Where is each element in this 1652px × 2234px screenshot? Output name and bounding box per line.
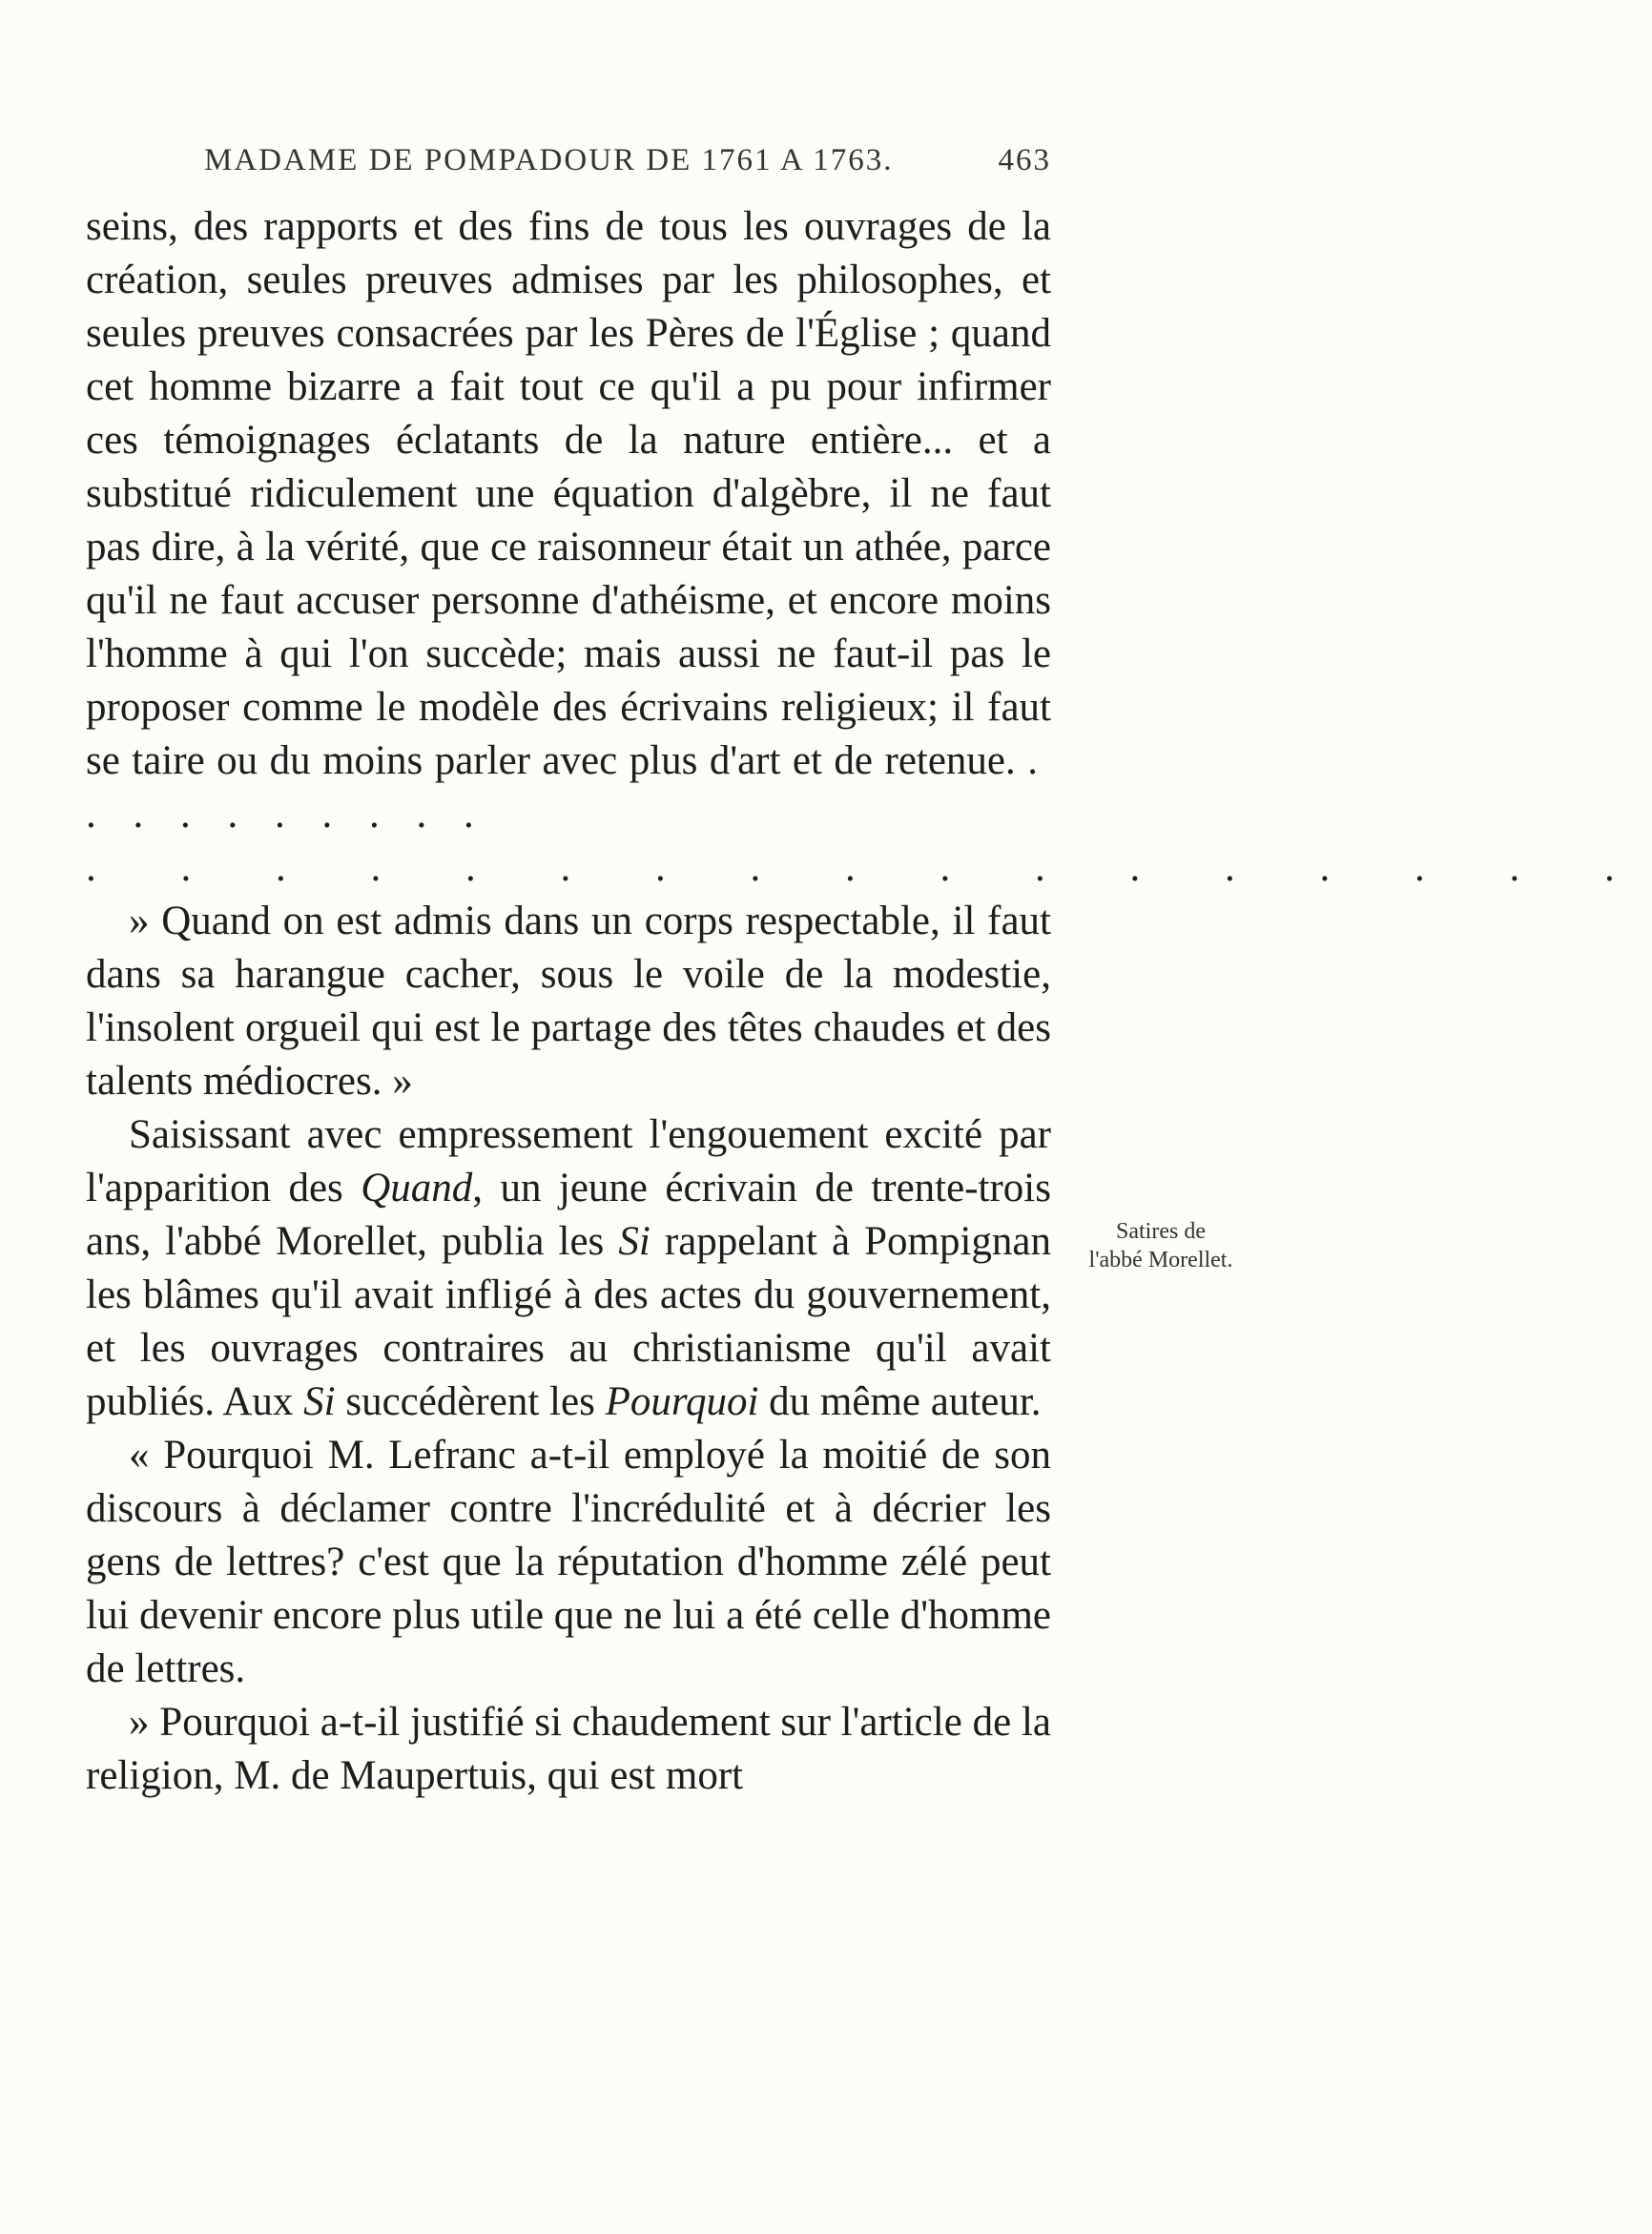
title-si: Si bbox=[618, 1219, 650, 1264]
paragraph-1 bbox=[86, 200, 1051, 841]
paragraph-5-text: » Pourquoi a-t-il justifié si chaudement sur l'article de la religion, M. de Maupertuis, qui est mort bbox=[86, 1700, 1051, 1798]
paragraph-3-text-e: du même auteur. bbox=[758, 1379, 1042, 1424]
running-title: MADAME DE POMPADOUR DE 1761 A 1763. bbox=[204, 143, 894, 177]
dotted-line bbox=[86, 841, 1652, 895]
paragraph-2 bbox=[86, 895, 1051, 1108]
paragraph-1-text: seins, des rapports et des fins de tous les ouvrages de la création, seules preuves admises par les philosophes, et seules preuves consacrées par les Pères de l'Église ; quand cet homme bizarre a fait tout ce qu'il a pu pour infirmer ces témoignages éclatants de la nature entière... et a substitué ridiculement une équation d'algèbre, il ne faut pas dire, à la vérité, que ce raisonneur était un athée, parce qu'il ne faut accuser personne d'athéisme, et encore moins l'homme à qui l'on succède; mais aussi ne faut-il pas le proposer comme le modèle des écrivains religieux; il faut se taire ou du moins parler avec plus d'art et de retenue. bbox=[86, 204, 1051, 783]
paragraph-4 bbox=[86, 1429, 1051, 1696]
ellipsis-dots: . . . . . . . . . . bbox=[86, 738, 1052, 837]
title-quand: Quand bbox=[361, 1166, 473, 1210]
paragraph-4-text: « Pourquoi M. Lefranc a-t-il employé la moitié de son discours à déclamer contre l'incrédulité et à décrier les gens de lettres? c'est que la réputation d'homme zélé peut lui devenir encore plus utile que ne lui a été celle d'homme de lettres. bbox=[86, 1433, 1051, 1691]
margin-note bbox=[1061, 1217, 1261, 1274]
paragraph-2-text: » Quand on est admis dans un corps respectable, il faut dans sa harangue cacher, sous le voile de la modestie, l'insolent orgueil qui est le partage des têtes chaudes et des talents médiocres. » bbox=[86, 899, 1051, 1104]
paragraph-3-text-c: rappelant à Pompignan les blâmes qu'il avait infligé à des actes du gouvernement, et les ouvrages contraires au christianisme qu'il avait publiés. Aux bbox=[86, 1219, 1051, 1424]
margin-note-line-2: l'abbé Morellet. bbox=[1088, 1248, 1233, 1272]
paragraph-3-text-d: succédèrent les bbox=[335, 1379, 606, 1424]
dotted-line-text: . . . . . . . . . . . . . . . . . bbox=[86, 845, 1652, 890]
paragraph-3-text-b: , un jeune écrivain de trente-trois ans, l'abbé Morellet, publia les bbox=[86, 1166, 1051, 1264]
title-pourquoi: Pourquoi bbox=[605, 1379, 759, 1424]
paragraph-5 bbox=[86, 1696, 1051, 1803]
paragraph-3 bbox=[86, 1108, 1051, 1429]
page-number: 463 bbox=[998, 143, 1051, 177]
margin-note-line-1: Satires de bbox=[1116, 1219, 1206, 1244]
title-si-2: Si bbox=[303, 1379, 336, 1424]
paragraph-3-text-a: Saisissant avec empressement l'engouement excité par l'apparition des bbox=[86, 1112, 1051, 1210]
